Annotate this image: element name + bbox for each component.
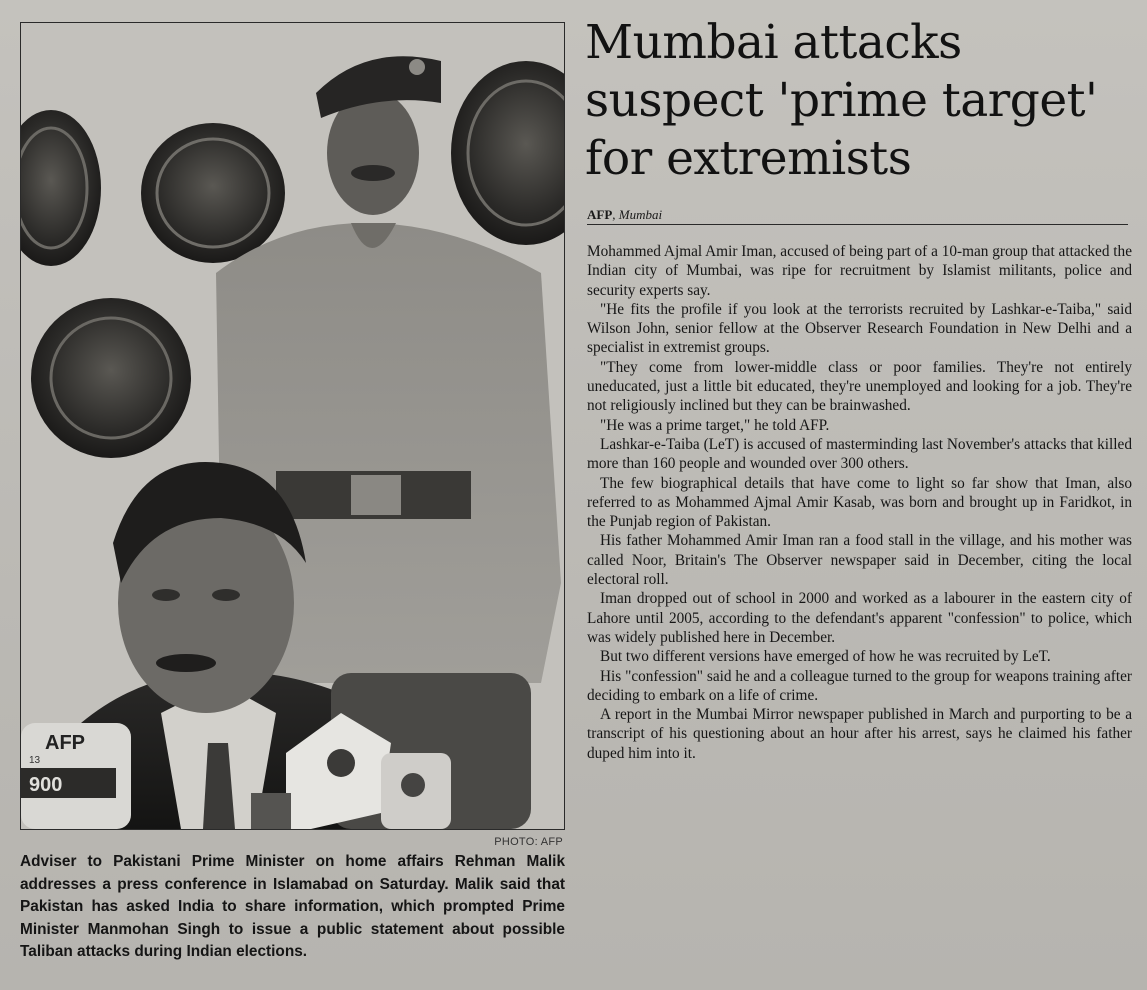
article-paragraph: "They come from lower-middle class or poor families. They're not entirely uneducated, just a little bit educated, they're unemployed and looking for a job. They're not religiously inclined but they can be brainwashed. — [587, 358, 1132, 415]
article-paragraph: Mohammed Ajmal Amir Iman, accused of being part of a 10-man group that attacked the Indian city of Mumbai, was ripe for recruitment by Islamist militants, police and security experts say. — [587, 243, 1132, 299]
article-paragraph: His father Mohammed Amir Iman ran a food stall in the village, and his mother was called Noor, Britain's The Observer newspaper said in December, citing the local electoral roll. — [587, 532, 1132, 589]
article-paragraph: But two different versions have emerged of how he was recruited by LeT. — [600, 648, 1051, 666]
photo-credit: PHOTO: AFP — [494, 836, 563, 848]
byline-agency: AFP — [587, 207, 613, 222]
byline — [587, 207, 1127, 223]
mic-label-afp: AFP — [45, 732, 85, 754]
mic-label-channel: 900 — [29, 774, 63, 796]
article-body — [587, 242, 1132, 763]
headline: Mumbai attacks suspect 'prime target' for extremists — [585, 15, 1098, 186]
article-paragraph: "He fits the profile if you look at the terrorists recruited by Lashkar-e-Taiba," said Wilson John, senior fellow at the Observer Research Foundation in New Delhi and a specialist in extremist groups. — [587, 300, 1132, 357]
byline-separator: , — [612, 207, 619, 222]
article-paragraph: A report in the Mumbai Mirror newspaper published in March and purporting to be a transcript of his questioning about an hour after his arrest, says he claimed his father duped him into it. — [587, 706, 1132, 762]
article-paragraph: His "confession" said he and a colleague turned to the group for weapons training after deciding to embark on a life of crime. — [587, 667, 1132, 704]
photo-caption: Adviser to Pakistani Prime Minister on home affairs Rehman Malik addresses a press conference in Islamabad on Saturday. Malik said that Pakistan has asked India to share information, which prompted Prime Minister Manmohan Singh to issue a public statement about possible Taliban attacks during Indian elections. — [20, 853, 565, 961]
photo-illustration — [21, 23, 564, 829]
mic-label-number: 13 — [29, 755, 41, 766]
press-conference-photo — [20, 22, 565, 830]
article-paragraph: The few biographical details that have come to light so far show that Iman, also referred to as Mohammed Ajmal Amir Kasab, was born and brought up in Faridkot, in the Punjab region of Pakistan. — [587, 474, 1132, 531]
byline-city: Mumbai — [618, 207, 663, 222]
byline-rule — [587, 224, 1128, 225]
article-paragraph: Lashkar-e-Taiba (LeT) is accused of masterminding last November's attacks that killed more than 160 people and wounded over 300 others. — [587, 435, 1132, 473]
article-paragraph: "He was a prime target," he told AFP. — [600, 416, 830, 434]
article-paragraph: Iman dropped out of school in 2000 and worked as a labourer in the eastern city of Lahore until 2005, according to the defendant's apparent "confession" to police, which was widely published here in December. — [587, 590, 1132, 646]
